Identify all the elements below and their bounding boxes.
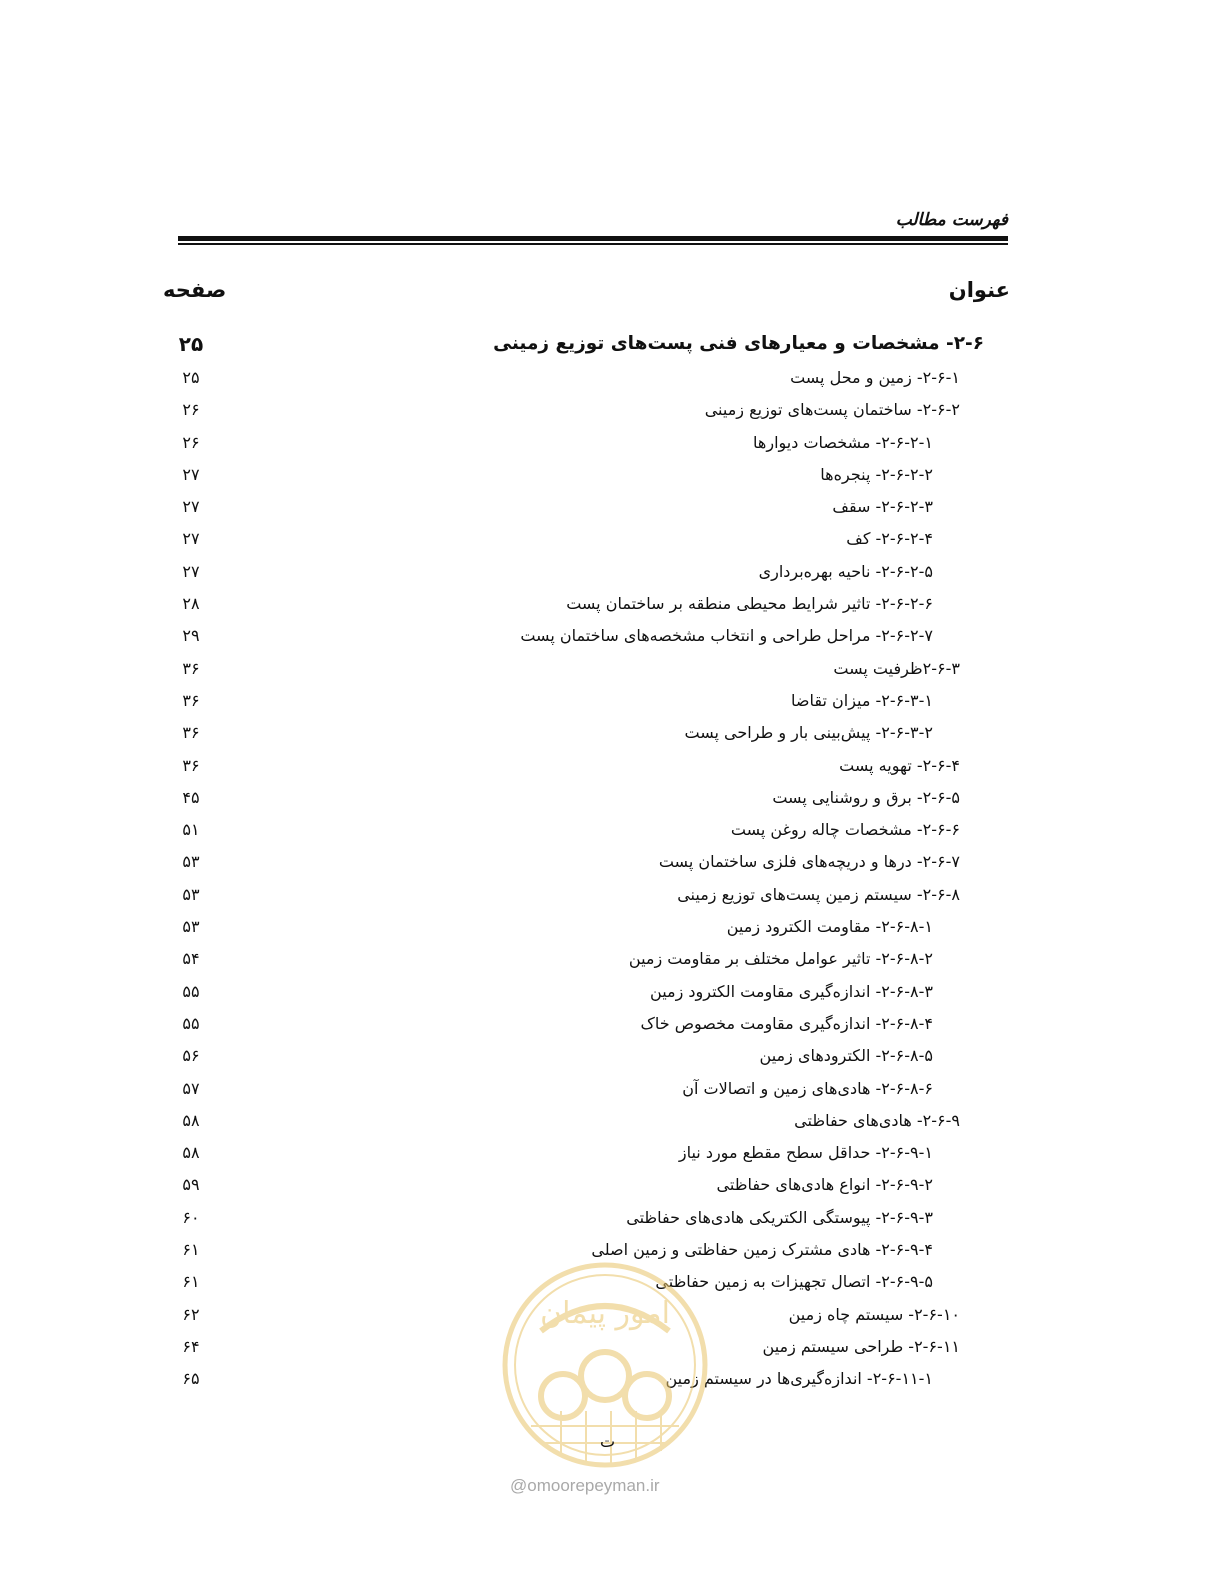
toc-entry-page: ۴۵: [182, 787, 200, 807]
toc-entry-title: ۲-۶-۲-۶- تاثیر شرایط محیطی منطقه بر ساختمان پست: [566, 594, 933, 614]
toc-entry: [0, 1169, 1224, 1201]
toc-entry-page: ۳۶: [182, 755, 200, 775]
toc-entry-page: ۲۸: [182, 594, 200, 614]
toc-entry-page: ۵۹: [182, 1175, 200, 1195]
table-of-contents: [0, 328, 1224, 1396]
toc-entry-page: ۶۱: [182, 1272, 200, 1292]
toc-entry-title: ۲-۶-۳-۱- میزان تقاضا: [791, 690, 933, 710]
toc-entry-page: ۵۴: [182, 949, 200, 969]
toc-entry: [0, 846, 1224, 878]
toc-entry-page: ۲۷: [182, 561, 200, 581]
toc-entry-title: ۲-۶-۸-۱- مقاومت الکترود زمین: [726, 917, 933, 937]
toc-entry: [0, 556, 1224, 588]
toc-entry: [0, 1008, 1224, 1040]
toc-entry-page: ۵۷: [182, 1078, 200, 1098]
toc-entry-title: ۲-۶-۸-۶- هادی‌های زمین و اتصالات آن: [682, 1078, 933, 1098]
toc-entry-page: ۵۳: [182, 884, 200, 904]
toc-entry-title: ۲-۶-۲-۴- کف: [846, 529, 933, 549]
toc-entry-title: ۲-۶-۹-۱- حداقل سطح مقطع مورد نیاز: [678, 1143, 933, 1163]
toc-entry: [0, 943, 1224, 975]
column-header-title: عنوان: [948, 278, 1010, 302]
toc-entry: [0, 717, 1224, 749]
toc-entry-title: ۲-۶-۵- برق و روشنایی پست: [772, 787, 960, 807]
toc-entry: [0, 1073, 1224, 1105]
toc-entry: [0, 782, 1224, 814]
toc-entry-page: ۶۲: [182, 1304, 200, 1324]
page-number: ت: [600, 1432, 616, 1451]
toc-entry-page: ۲۷: [182, 464, 200, 484]
toc-entry: [0, 1040, 1224, 1072]
toc-entry-title: ۲-۶-۸-۵- الکترودهای زمین: [759, 1046, 933, 1066]
header-rule-thin: [178, 243, 1008, 245]
toc-entry-page: ۶۱: [182, 1240, 200, 1260]
toc-entry-title: ۲-۶-۱۰- سیستم چاه زمین: [788, 1304, 960, 1324]
header-rule-thick: [178, 236, 1008, 241]
toc-entry: [0, 750, 1224, 782]
toc-entry: [0, 653, 1224, 685]
website-watermark: @omoorepeyman.ir: [510, 1476, 660, 1495]
toc-entry-page: ۳۶: [182, 658, 200, 678]
toc-entry-title: ۲-۶-۲- ساختمان پست‌های توزیع زمینی: [704, 400, 960, 420]
toc-entry-page: ۵۵: [182, 981, 200, 1001]
toc-entry-title: ۲-۶-۹-۴- هادی مشترک زمین حفاظتی و زمین اصلی: [591, 1240, 933, 1260]
toc-entry-title: ۲-۶-۳-۲- پیش‌بینی بار و طراحی پست: [684, 723, 933, 743]
toc-entry-title: ۲-۶-۸-۳- اندازه‌گیری مقاومت الکترود زمین: [650, 981, 933, 1001]
toc-entry-page: ۵۱: [182, 820, 200, 840]
toc-entry-title: ۲-۶-۴- تهویه پست: [839, 755, 960, 775]
toc-entry-title: ۲-۶-۳ظرفیت پست: [833, 658, 960, 678]
toc-entry-page: ۵۶: [182, 1046, 200, 1066]
toc-entry-page: ۲۷: [182, 497, 200, 517]
toc-entry-title: ۲-۶-۲-۷- مراحل طراحی و انتخاب مشخصه‌های ساختمان پست: [520, 626, 933, 646]
watermark-text: امور پیمان: [540, 1296, 670, 1331]
toc-entry-title: ۲-۶-۸- سیستم زمین پست‌های توزیع زمینی: [677, 884, 960, 904]
toc-entry-title: ۲-۶-۸-۴- اندازه‌گیری مقاومت مخصوص خاک: [640, 1013, 933, 1033]
toc-entry-page: ۵۵: [182, 1013, 200, 1033]
toc-entry-title: ۲-۶-۹- هادی‌های حفاظتی: [794, 1110, 960, 1130]
toc-entry-title: ۲-۶-۸-۲- تاثیر عوامل مختلف بر مقاومت زمین: [628, 949, 933, 969]
toc-entry: [0, 459, 1224, 491]
toc-entry-title: ۲-۶- مشخصات و معیارهای فنی پست‌های توزیع زمینی: [493, 333, 984, 354]
toc-entry-title: ۲-۶-۱۱-۱- اندازه‌گیری‌ها در سیستم زمین: [665, 1369, 933, 1389]
toc-entry: [0, 685, 1224, 717]
toc-entry-page: ۲۵: [178, 332, 204, 356]
toc-entry: [0, 911, 1224, 943]
toc-entry-page: ۲۷: [182, 529, 200, 549]
toc-entry-title: ۲-۶-۷- درها و دریچه‌های فلزی ساختمان پست: [658, 852, 960, 872]
toc-entry-title: ۲-۶-۱۱- طراحی سیستم زمین: [762, 1336, 960, 1356]
toc-entry: [0, 362, 1224, 394]
toc-entry: [0, 328, 1224, 362]
toc-entry-page: ۲۶: [182, 432, 200, 452]
toc-entry-title: ۲-۶-۲-۳- سقف: [832, 497, 933, 517]
toc-entry-page: ۶۴: [182, 1336, 200, 1356]
toc-entry-page: ۲۶: [182, 400, 200, 420]
toc-entry-title: ۲-۶-۹-۵- اتصال تجهیزات به زمین حفاظتی: [655, 1272, 933, 1292]
running-title: فهرست مطالب: [895, 210, 1008, 230]
toc-entry-page: ۵۸: [182, 1110, 200, 1130]
toc-entry-page: ۶۵: [182, 1369, 200, 1389]
toc-entry-page: ۳۶: [182, 723, 200, 743]
toc-entry: [0, 1202, 1224, 1234]
toc-entry-title: ۲-۶-۲-۵- ناحیه بهره‌برداری: [758, 561, 933, 581]
toc-entry-page: ۵۳: [182, 852, 200, 872]
toc-entry: [0, 814, 1224, 846]
toc-entry: [0, 491, 1224, 523]
toc-entry-page: ۵۳: [182, 917, 200, 937]
toc-entry-page: ۶۰: [182, 1207, 200, 1227]
toc-entry-title: ۲-۶-۹-۳- پیوستگی الکتریکی هادی‌های حفاظتی: [626, 1207, 933, 1227]
toc-entry-page: ۳۶: [182, 690, 200, 710]
toc-entry: [0, 588, 1224, 620]
toc-entry: [0, 976, 1224, 1008]
toc-entry: [0, 879, 1224, 911]
toc-entry-title: ۲-۶-۱- زمین و محل پست: [790, 368, 960, 387]
toc-entry-page: ۲۹: [182, 626, 200, 646]
toc-entry: [0, 1105, 1224, 1137]
toc-entry-page: ۵۸: [182, 1143, 200, 1163]
toc-entry-page: ۲۵: [182, 368, 200, 387]
toc-entry: [0, 427, 1224, 459]
toc-entry-title: ۲-۶-۲-۲- پنجره‌ها: [820, 464, 933, 484]
toc-entry: [0, 523, 1224, 555]
toc-entry: [0, 394, 1224, 426]
toc-entry-title: ۲-۶-۲-۱- مشخصات دیوارها: [753, 432, 933, 452]
toc-entry-title: ۲-۶-۶- مشخصات چاله روغن پست: [730, 820, 960, 840]
toc-entry: [0, 1137, 1224, 1169]
column-header-page: صفحه: [163, 278, 227, 302]
toc-entry-title: ۲-۶-۹-۲- انواع هادی‌های حفاظتی: [716, 1175, 933, 1195]
toc-entry: [0, 620, 1224, 652]
